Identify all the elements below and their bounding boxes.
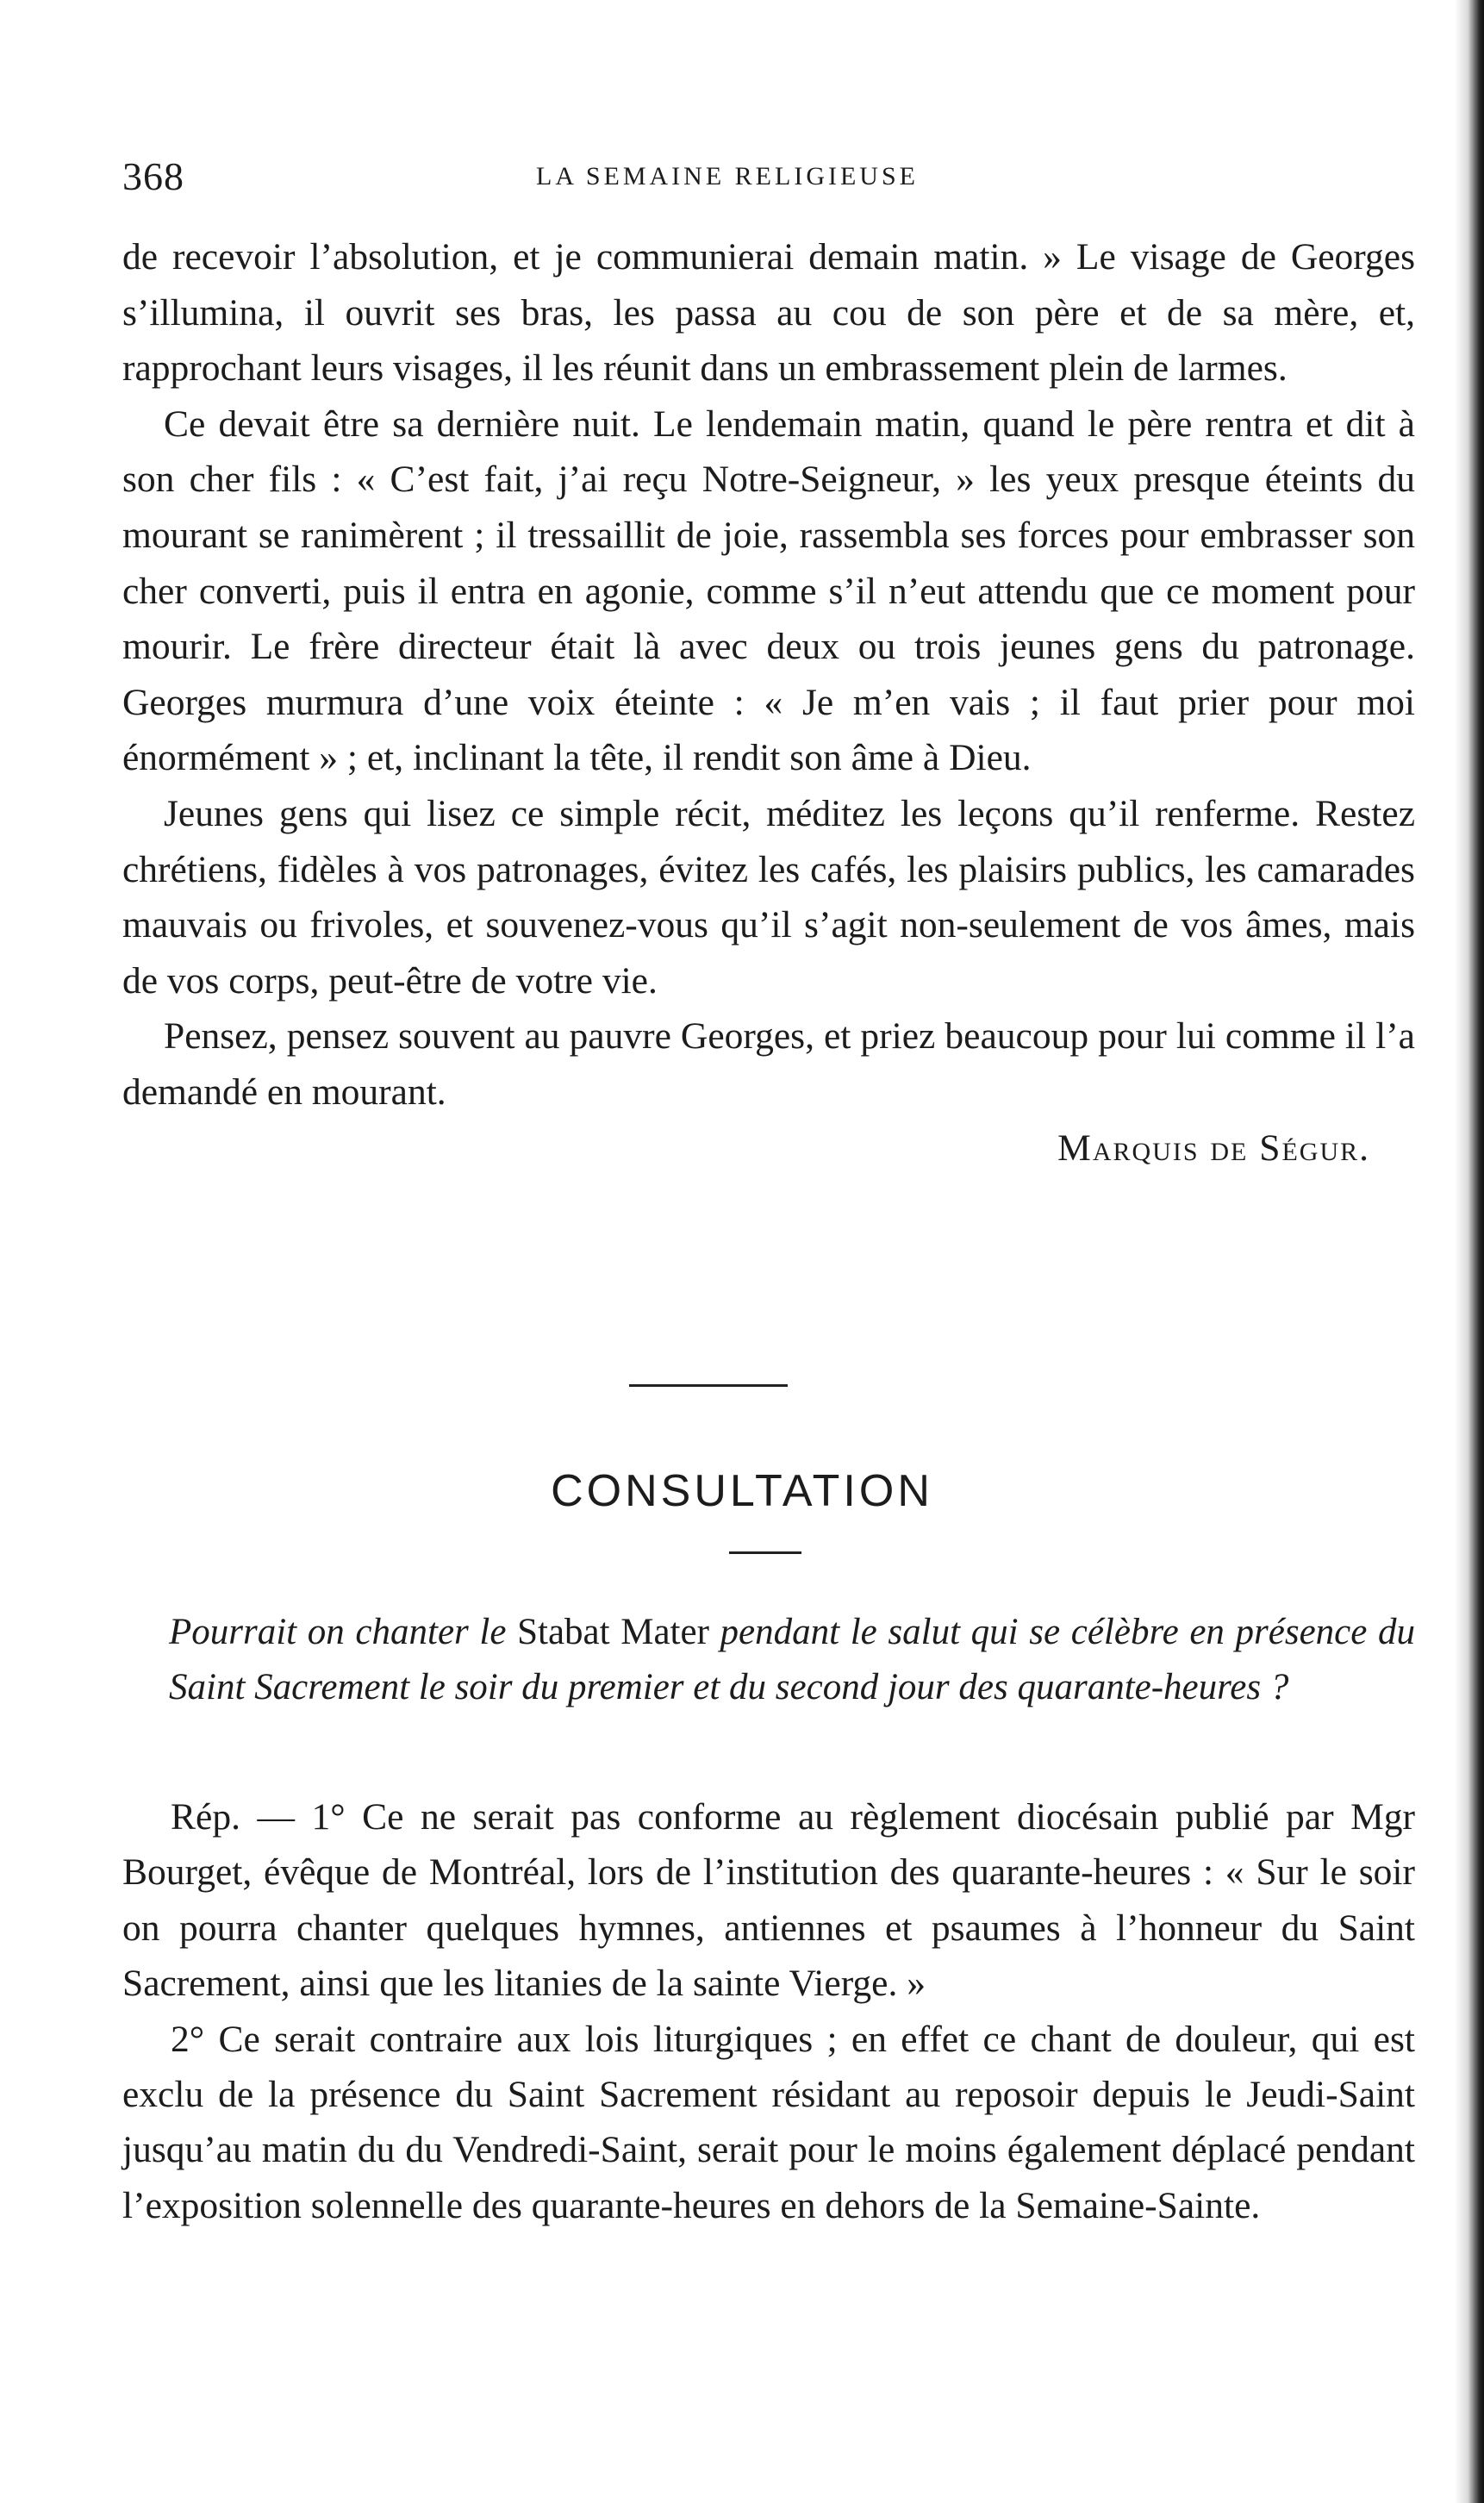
question-text-start: Pourrait on chanter le (169, 1612, 518, 1652)
question-stabat-mater: Stabat Mater (517, 1612, 709, 1652)
consultation-question (169, 1605, 1415, 1715)
story-paragraph: de recevoir l’absolution, et je communierai demain matin. » Le visage de Georges s’illumina, il ouvrit ses bras, les passa au cou de son père et de sa mère, et, rapprochant leurs visages, il les réunit dans un embrassement plein de larmes. (122, 236, 1415, 390)
page-header (122, 153, 1415, 205)
story-paragraph: Pensez, pensez souvent au pauvre Georges, et priez beaucoup pour lui comme il l’a demandé en mourant. (122, 1015, 1415, 1113)
running-head: LA SEMAINE RELIGIEUSE (536, 162, 919, 190)
story-paragraph: Ce devait être sa dernière nuit. Le lendemain matin, quand le père rentra et dit à son cher fils : « C’est fait, j’ai reçu Notre-Seigneur, » les yeux presque éteints du mourant se ranimèrent ; il tressaillit de joie, rassembla ses forces pour embrasser son cher converti, puis il entra en agonie, comme s’il n’eut attendu que ce moment pour mourir. Le frère directeur était là avec deux ou trois jeunes gens du patronage. Georges murmura d’une voix éteinte : « Je m’en vais ; il faut prier pour moi énormément » ; et, inclinant la tête, il rendit son âme à Dieu. (122, 403, 1415, 779)
answer-paragraph: 2° Ce serait contraire aux lois liturgiques ; en effet ce chant de douleur, qui est exclu de la présence du Saint Sacrement résidant au reposoir depuis le Jeudi-Saint jusqu’au matin du du Vendredi-Saint, serait pour le moins également déplacé pendant l’exposition solennelle des quarante-heures en dehors de la Semaine-Sainte. (122, 2018, 1415, 2226)
title-underline (729, 1551, 801, 1554)
consultation-answer (122, 1789, 1415, 2233)
section-divider (629, 1384, 788, 1387)
section-title: CONSULTATION (551, 1466, 933, 1516)
story-body (122, 229, 1415, 1176)
binding-edge-shadow (1455, 0, 1484, 2503)
question-text-end: pendant le salut qui se célèbre en présence du Saint Sacrement le soir du premier et du second jour des quarante-heures ? (169, 1612, 1416, 1707)
author-signature: Marquis de Ségur. (1057, 1127, 1370, 1169)
page-number: 368 (122, 154, 184, 198)
story-paragraph: Jeunes gens qui lisez ce simple récit, méditez les leçons qu’il renferme. Restez chrétiens, fidèles à vos patronages, évitez les cafés, les plaisirs publics, les camarades mauvais ou frivoles, et souvenez-vous qu’il s’agit non-seulement de vos âmes, mais de vos corps, peut-être de votre vie. (122, 792, 1415, 1002)
answer-paragraph: Rép. — 1° Ce ne serait pas conforme au règlement diocésain publié par Mgr Bourget, évêque de Montréal, lors de l’institution des quarante-heures : « Sur le soir on pourra chanter quelques hymnes, antiennes et psaumes à l’honneur du Saint Sacrement, ainsi que les litanies de la sainte Vierge. » (122, 1796, 1415, 2005)
